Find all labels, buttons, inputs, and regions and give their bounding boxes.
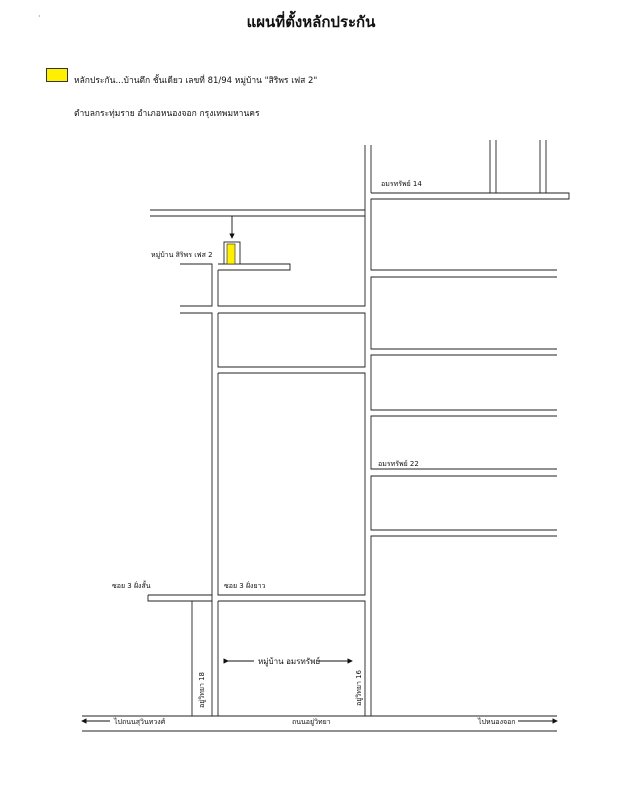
right-block-3 — [371, 355, 557, 410]
label-soi3-long: ซอย 3 ฝั่งยาว — [224, 582, 266, 590]
left-block-1 — [180, 264, 212, 306]
label-upa16: อยู่วิทยา 16 — [355, 669, 363, 706]
label-to-suwinthawong: ไปถนนสุวินทวงศ์ — [114, 718, 166, 726]
legend-text: หลักประกัน...บ้านตึก ชั้นเดียว เลขที่ 81/94 หมู่บ้าน "สิริพร เฟส 2" — [74, 76, 318, 86]
central-block-2 — [218, 313, 365, 367]
right-block-2 — [371, 277, 557, 349]
right-block-1 — [371, 199, 557, 270]
label-upa18: อยู่วิทยา 18 — [198, 671, 206, 708]
soi3-short-road — [148, 595, 212, 601]
label-amornsap22: อมรทรัพย์ 22 — [378, 460, 419, 468]
collateral-marker — [227, 244, 235, 264]
scan-mark: · — [38, 12, 41, 21]
label-amornsap14: อมรทรัพย์ 14 — [381, 180, 422, 188]
right-block-6 — [371, 536, 557, 716]
right-block-5 — [371, 476, 557, 530]
page-title: แผนที่ตั้งหลักประกัน — [246, 13, 376, 31]
amornsap14-upper — [371, 193, 569, 199]
left-block-2 — [180, 313, 212, 595]
central-block-1 — [218, 264, 290, 270]
label-siriporn: หมู่บ้าน สิริพร เฟส 2 — [151, 251, 213, 259]
label-amornsap-village: หมู่บ้าน อมรทรัพย์ — [258, 657, 321, 666]
central-block-3 — [218, 373, 365, 595]
label-soi3-short: ซอย 3 ฝั่งสั้น — [112, 582, 151, 590]
label-main-road: ถนนอยู่วิทยา — [292, 718, 331, 726]
label-to-nongchok: ไปหนองจอก — [478, 718, 516, 726]
address-text: ตำบลกระทุ่มราย อำเภอหนองจอก กรุงเทพมหานคร — [74, 109, 260, 119]
